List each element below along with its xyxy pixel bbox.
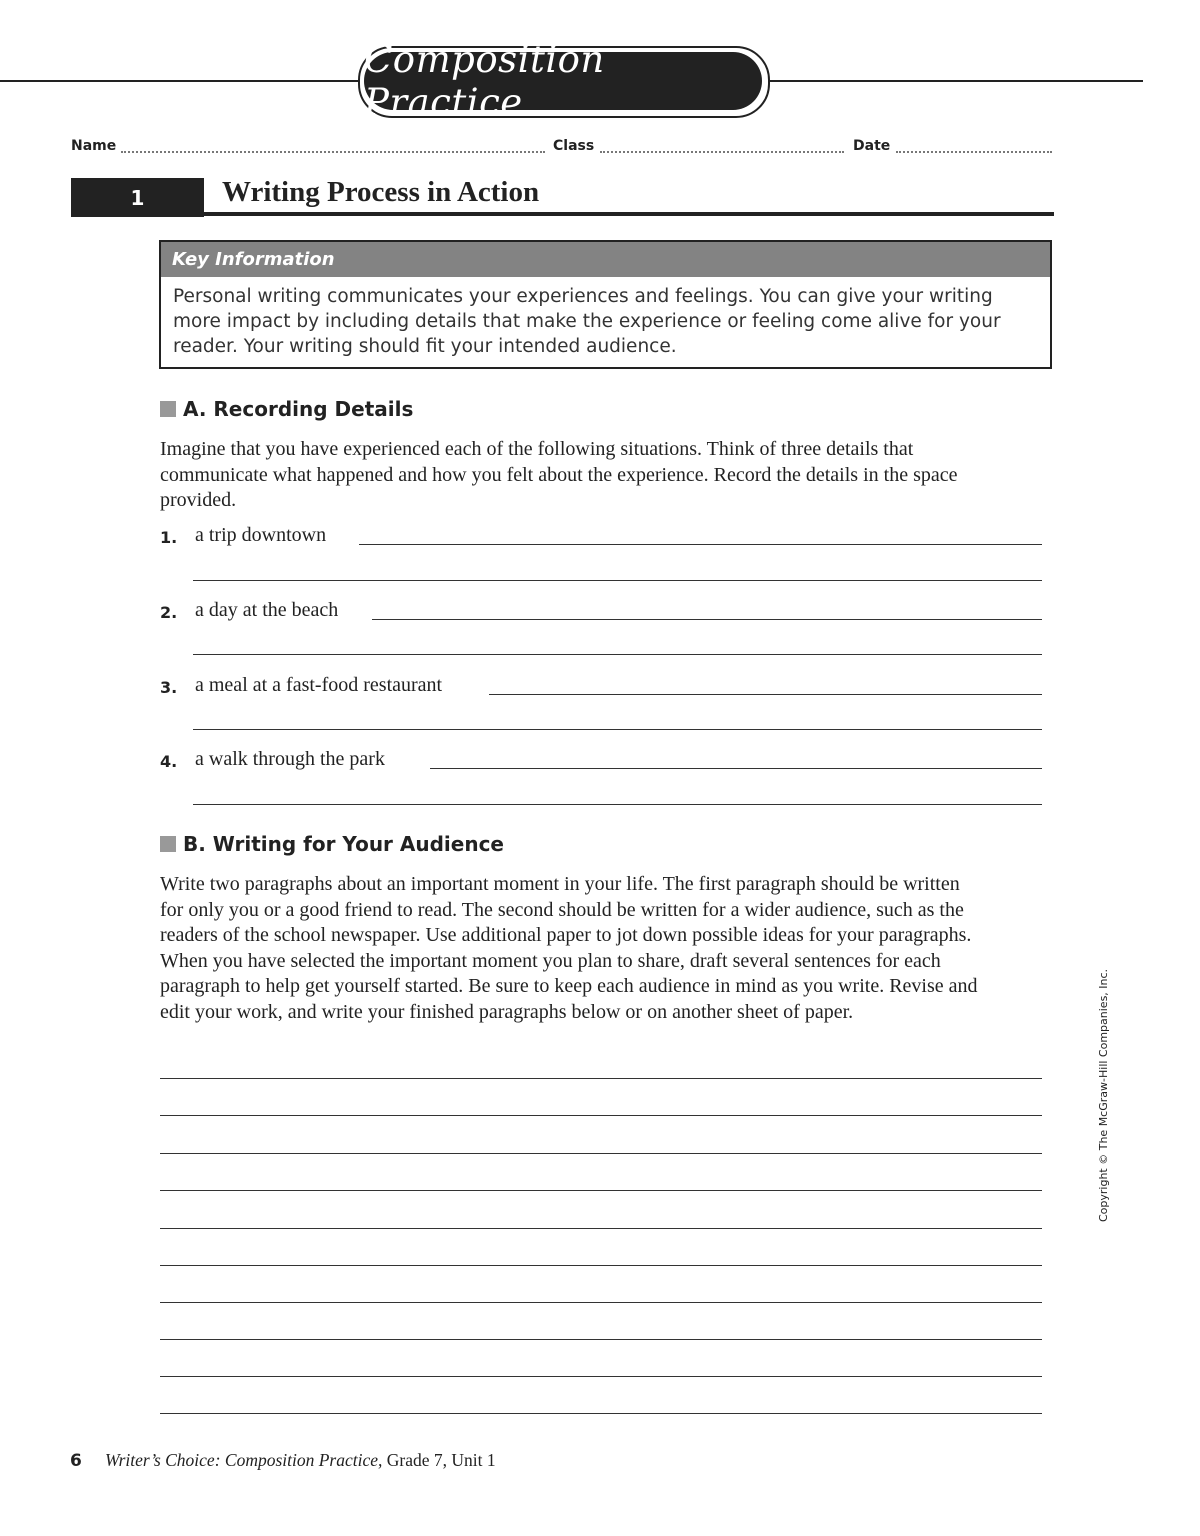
item-prompt: a day at the beach [195, 599, 339, 621]
lesson-rule [204, 212, 1054, 216]
footer-citation [105, 1450, 496, 1471]
date-label: Date [853, 138, 891, 154]
item-prompt: a meal at a fast-food restaurant [195, 674, 443, 696]
writing-line[interactable] [160, 1265, 1042, 1266]
name-label: Name [71, 138, 117, 154]
lesson-number: 1 [71, 178, 204, 217]
writing-line[interactable] [160, 1413, 1042, 1414]
writing-line[interactable] [160, 1190, 1042, 1191]
square-bullet-icon [160, 401, 176, 417]
writing-line[interactable] [160, 1302, 1042, 1303]
square-bullet-icon [160, 836, 176, 852]
answer-line[interactable] [193, 580, 1042, 581]
answer-line[interactable] [193, 804, 1042, 805]
item-prompt: a trip downtown [195, 524, 327, 546]
page-title: Composition Practice [364, 52, 762, 110]
key-information-text: Personal writing communicates your experiences and feelings. You can give your writing more impact by including details that make the experience or feeling come alive for your reader. Your writing should fit your intended audience. [173, 286, 1001, 357]
section-b-heading [160, 832, 504, 856]
class-label: Class [553, 138, 595, 154]
answer-line[interactable] [193, 729, 1042, 730]
section-b-instructions: Write two paragraphs about an important moment in your life. The first paragraph should be written for only you or a good friend to read. The second should be written for a wider audience, such as the readers of the school newspaper. Use additional paper to jot down possible ideas for your paragraphs. When you have selected the important moment you plan to share, draft several sentences for each paragraph to help get yourself started. Be sure to keep each audience in mind as you write. Revise and edit your work, and write your finished paragraphs below or on another sheet of paper. [160, 873, 978, 1023]
writing-line[interactable] [160, 1078, 1042, 1079]
item-number: 1. [160, 528, 178, 547]
section-a-title: A. Recording Details [183, 397, 414, 421]
writing-line[interactable] [160, 1153, 1042, 1154]
section-a-instructions: Imagine that you have experienced each of the following situations. Think of three details that communicate what happened and how you felt about the experience. Record the details in the space provided. [160, 438, 958, 511]
footer-book-title: Writer’s Choice: Composition Practice, [105, 1450, 383, 1470]
key-information-heading: Key Information [161, 242, 1050, 277]
footer-grade-unit: Grade 7, Unit 1 [382, 1450, 496, 1470]
item-number: 4. [160, 752, 178, 771]
answer-line[interactable] [430, 768, 1042, 769]
item-prompt: a walk through the park [195, 748, 385, 770]
writing-line[interactable] [160, 1339, 1042, 1340]
class-field[interactable] [600, 151, 844, 153]
answer-line[interactable] [489, 694, 1042, 695]
writing-line[interactable] [160, 1376, 1042, 1377]
answer-line[interactable] [372, 619, 1042, 620]
section-a-heading [160, 397, 413, 421]
answer-line[interactable] [193, 654, 1042, 655]
item-number: 3. [160, 678, 178, 697]
answer-line[interactable] [359, 544, 1042, 545]
section-b-title: B. Writing for Your Audience [183, 832, 504, 856]
name-field[interactable] [121, 151, 545, 153]
writing-line[interactable] [160, 1115, 1042, 1116]
key-information-box [159, 240, 1052, 369]
lesson-title: Writing Process in Action [222, 176, 540, 208]
item-number: 2. [160, 603, 178, 622]
writing-line[interactable] [160, 1228, 1042, 1229]
page-number: 6 [70, 1451, 82, 1471]
date-field[interactable] [896, 151, 1052, 153]
copyright-notice: Copyright © The McGraw-Hill Companies, Inc. [1097, 968, 1110, 1222]
